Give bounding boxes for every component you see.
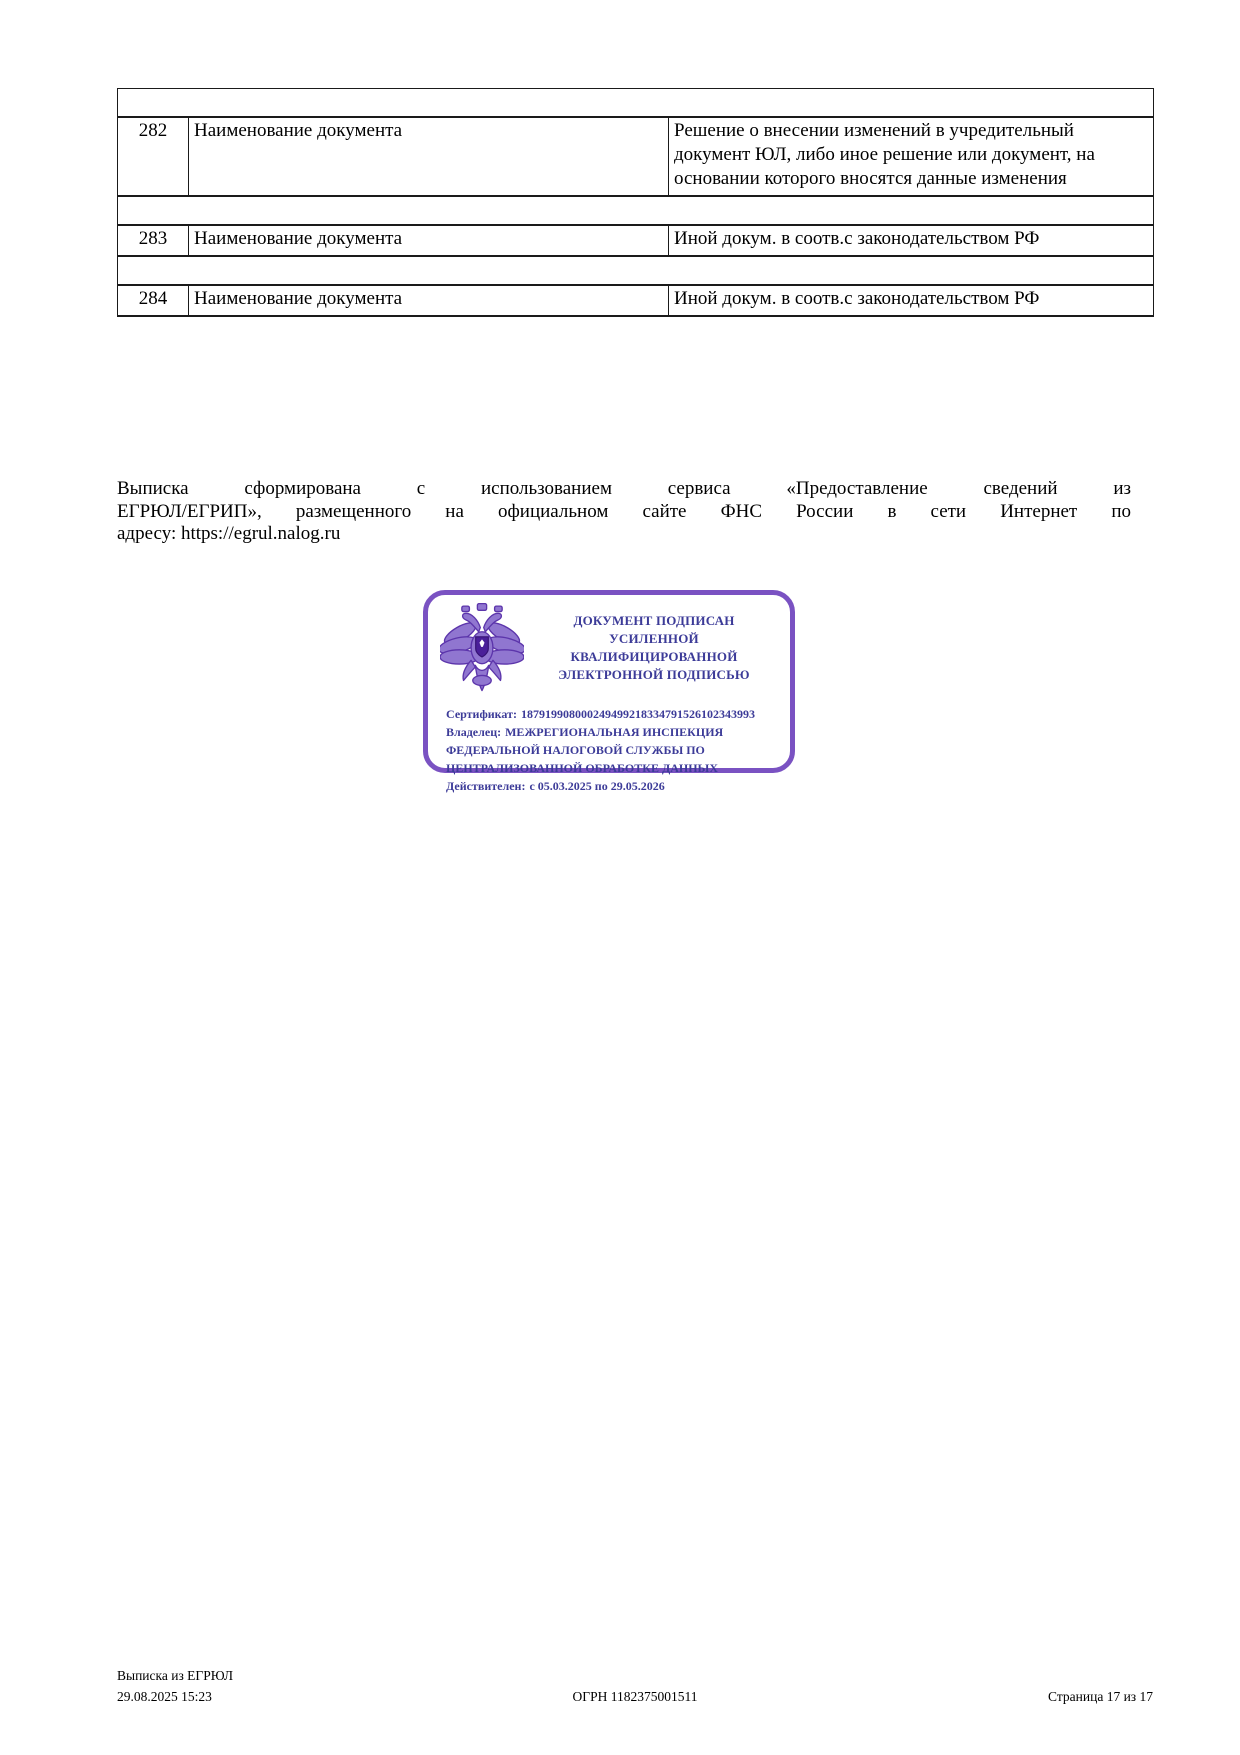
footer-timestamp: 29.08.2025 15:23 [117,1689,212,1704]
row-value: Решение о внесении изменений в учредительный документ ЮЛ, либо иное решение или документ, на основании которого вносятся данные изменения [669,117,1154,196]
stamp-title-line: ЭЛЕКТРОННОЙ ПОДПИСЬЮ [558,667,750,682]
footer-doc-type: Выписка из ЕГРЮЛ [117,1668,234,1683]
row-value: Иной докум. в соотв.с законодательством РФ [669,225,1154,256]
generation-note-line: Выписка сформирована с использованием сервиса «Предоставление сведений из [117,478,1131,499]
coat-of-arms-icon [440,603,528,705]
generation-note [117,478,1131,546]
stamp-header [440,600,780,705]
owner-line [446,723,780,777]
row-number: 284 [118,285,189,316]
stamp-title-line: ДОКУМЕНТ ПОДПИСАН [573,613,735,628]
owner-value: МЕЖРЕГИОНАЛЬНАЯ ИНСПЕКЦИЯ ФЕДЕРАЛЬНОЙ НАЛОГОВОЙ СЛУЖБЫ ПО ЦЕНТРАЛИЗОВАННОЙ ОБРАБОТКЕ ДАННЫХ [446,725,724,775]
table-spacer-row [118,196,1154,225]
stamp-details [446,705,780,795]
validity-value: с 05.03.2025 по 29.05.2026 [529,779,665,793]
row-number: 283 [118,225,189,256]
table-row [118,117,1154,196]
row-label: Наименование документа [189,117,669,196]
footer-ogrn: ОГРН 1182375001511 [572,1689,698,1704]
footer-page-number: Страница 17 из 17 [1048,1689,1153,1704]
validity-line [446,777,780,795]
row-number: 282 [118,117,189,196]
row-value: Иной докум. в соотв.с законодательством РФ [669,285,1154,316]
certificate-line [446,705,780,723]
certificate-value: 187919908000249499218334791526102343993 [521,707,755,721]
row-label: Наименование документа [189,285,669,316]
table-spacer-row [118,256,1154,285]
signature-stamp [423,590,795,793]
generation-note-line: ЕГРЮЛ/ЕГРИП», размещенного на официальном сайте ФНС России в сети Интернет по [117,500,1131,522]
generation-note-line: адресу: https://egrul.nalog.ru [117,523,341,544]
certificate-label: Сертификат: [446,707,517,721]
validity-label: Действителен: [446,779,526,793]
table-row [118,285,1154,316]
stamp-title [528,612,780,684]
table-spacer-row [118,89,1154,118]
stamp-title-line: УСИЛЕННОЙ КВАЛИФИЦИРОВАННОЙ [570,631,738,664]
page-footer [117,1665,1153,1709]
table-row [118,225,1154,256]
records-table [117,88,1153,317]
owner-label: Владелец: [446,725,502,739]
row-label: Наименование документа [189,225,669,256]
